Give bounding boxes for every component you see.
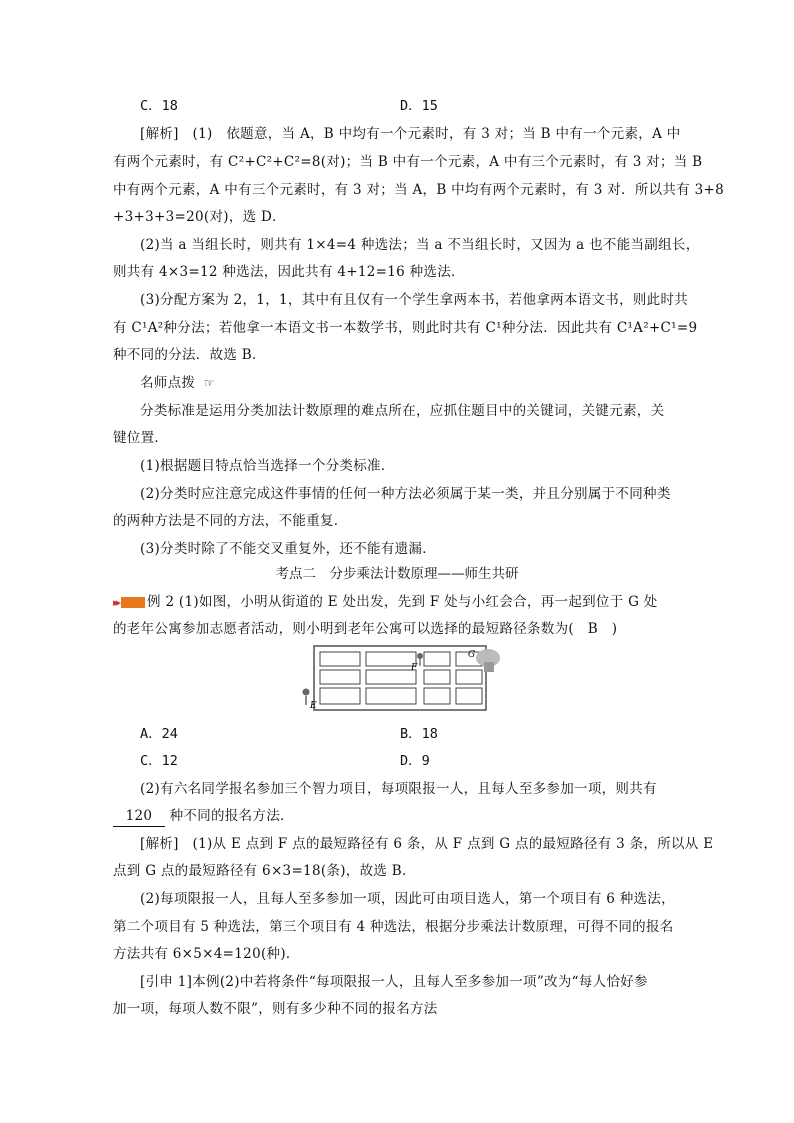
tip-title: 名师点拨: [140, 375, 196, 391]
example-label: 例 2: [147, 594, 175, 610]
tip-line-6: (3)分类时除了不能交叉重复外，还不能有遗漏．: [140, 541, 437, 557]
option-c: C．18: [140, 98, 178, 114]
analysis2-line-4: 第二个项目有 5 种选法，第三个项目有 4 种选法，根据分步乘法计数原理，可得不同的报名: [113, 919, 674, 935]
tip-line-5: 的两种方法是不同的方法，不能重复．: [113, 513, 348, 529]
example-2-q1-text: (1)如图，小明从街道的 E 处出发，先到 F 处与小红会合，再一起到位于 G 处: [178, 594, 658, 610]
section-title: 考点二 分步乘法计数原理——师生共研: [275, 566, 519, 582]
person-icon-f: [417, 653, 423, 666]
answer-blank: 120: [113, 806, 165, 827]
tip-line-4: (2)分类时应注意完成这件事情的任何一种方法必须属于某一类，并且分别属于不同种类: [140, 486, 671, 502]
example-2-option-c: C．12: [140, 753, 178, 769]
analysis-line-1: [解析] (1) 依题意，当 A，B 中均有一个元素时，有 3 对；当 B 中有一个元素，A 中: [140, 126, 681, 142]
building-icon-g: [476, 649, 500, 672]
double-arrow-icon: ▸▸: [113, 596, 119, 609]
analysis-line-6: 则共有 4×3=12 种选法，因此共有 4+12=16 种选法．: [113, 264, 465, 280]
analysis-line-7: (3)分配方案为 2，1，1，其中有且仅有一个学生拿两本书，若他拿两本语文书，则此时共: [140, 292, 689, 308]
label-g: G: [468, 650, 476, 660]
analysis-line-4: +3+3+3=20(对)，选 D．: [113, 209, 286, 225]
example-2-option-b: B．18: [400, 726, 438, 742]
analysis2-line-5: 方法共有 6×5×4=120(种)．: [113, 946, 300, 962]
example-2-q2-line-2: [113, 806, 294, 827]
tip-line-3: (1)根据题目特点恰当选择一个分类标准．: [140, 458, 395, 474]
analysis-line-2: 有两个元素时，有 C²+C²+C²=8(对)；当 B 中有一个元素，A 中有三个元素时，有 3 对；当 B: [113, 154, 703, 170]
analysis-line-3: 中有两个元素，A 中有三个元素时，有 3 对；当 A，B 中均有两个元素时，有 3 对．所以共有 3+8: [113, 182, 725, 198]
example-2-q2-line-1: (2)有六名同学报名参加三个智力项目，每项限报一人，且每人至多参加一项，则共有: [140, 781, 657, 797]
analysis2-line-2: 点到 G 点的最短路径有 6×3=18(条)，故选 B．: [113, 863, 416, 879]
street-grid-diagram: [300, 642, 500, 718]
option-d: D．15: [400, 98, 438, 114]
example-2-line-1: [113, 592, 658, 613]
tip-line-2: 键位置．: [113, 430, 169, 446]
extension-line-1: [引申 1]本例(2)中若将条件“每项限报一人，且每人至多参加一项”改为“每人恰好参: [140, 974, 648, 990]
analysis-line-5: (2)当 a 当组长时，则共有 1×4=4 种选法；当 a 不当组长时，又因为 a 也不能当副组长，: [140, 237, 700, 253]
example-2-q2-suffix: 种不同的报名方法．: [169, 808, 294, 824]
example-tag-icon: [121, 597, 145, 608]
analysis2-line-1: [解析] (1)从 E 点到 F 点的最短路径有 6 条，从 F 点到 G 点的最短路径有 3 条，所以从 E: [140, 836, 714, 852]
tip-heading: [140, 373, 215, 393]
example-2-option-d: D．9: [400, 753, 430, 769]
label-e: E: [310, 701, 317, 711]
analysis2-line-3: (2)每项限报一人，且每人至多参加一项，因此可由项目选人，第一个项目有 6 种选法，: [140, 891, 675, 907]
example-2-line-2: 的老年公寓参加志愿者活动，则小明到老年公寓可以选择的最短路径条数为( B ): [113, 621, 618, 637]
analysis-line-9: 种不同的分法．故选 B．: [113, 347, 266, 363]
example-2-option-a: A．24: [140, 726, 178, 742]
person-icon-e: [303, 689, 310, 706]
analysis-line-8: 有 C¹A²种分法；若他拿一本语文书一本数学书，则此时共有 C¹种分法．因此共有 C¹A²+C¹=9: [113, 320, 698, 336]
label-f: F: [411, 663, 418, 673]
tip-line-1: 分类标准是运用分类加法计数原理的难点所在，应抓住题目中的关键词，关键元素，关: [140, 403, 665, 419]
pointing-hand-icon: ☞: [203, 376, 215, 390]
extension-line-2: 加一项，每项人数不限”，则有多少种不同的报名方法: [113, 1001, 438, 1017]
